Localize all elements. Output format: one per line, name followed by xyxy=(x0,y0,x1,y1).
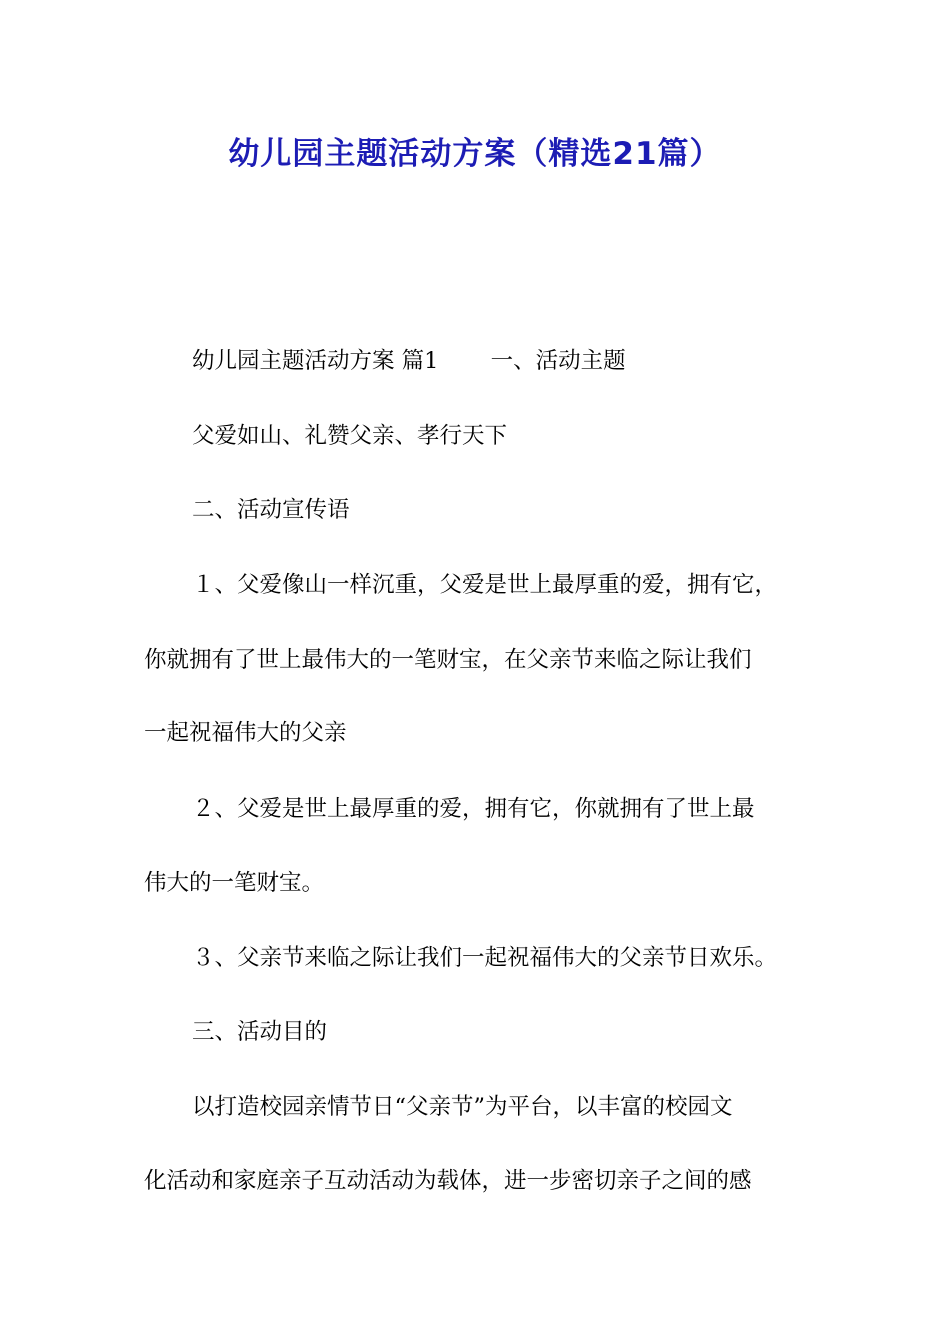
section-heading: 二、活动宣传语 xyxy=(192,497,350,523)
paragraph-line: 父爱如山、礼赞父亲、孝行天下 xyxy=(192,423,508,449)
paragraph-line: １、父爱像山一样沉重，父爱是世上最厚重的爱，拥有它， xyxy=(192,572,778,598)
paragraph-line: 一起祝福伟大的父亲 xyxy=(144,720,347,746)
paragraph-line: 以打造校园亲情节日“父亲节”为平台，以丰富的校园文 xyxy=(192,1094,733,1120)
paragraph-line: 你就拥有了世上最伟大的一笔财宝，在父亲节来临之际让我们 xyxy=(144,647,752,673)
paragraph-line: ２、父爱是世上最厚重的爱，拥有它，你就拥有了世上最 xyxy=(192,796,755,822)
paragraph-line: 化活动和家庭亲子互动活动为载体，进一步密切亲子之间的感 xyxy=(144,1168,752,1194)
paragraph-line: 幼儿园主题活动方案 篇1 一、活动主题 xyxy=(192,348,626,374)
paragraph-line: 伟大的一笔财宝。 xyxy=(144,870,325,896)
paragraph-line: ３、父亲节来临之际让我们一起祝福伟大的父亲节日欢乐。 xyxy=(192,945,778,971)
document-title: 幼儿园主题活动方案（精选21篇） xyxy=(228,136,722,172)
section-heading: 三、活动目的 xyxy=(192,1019,328,1045)
